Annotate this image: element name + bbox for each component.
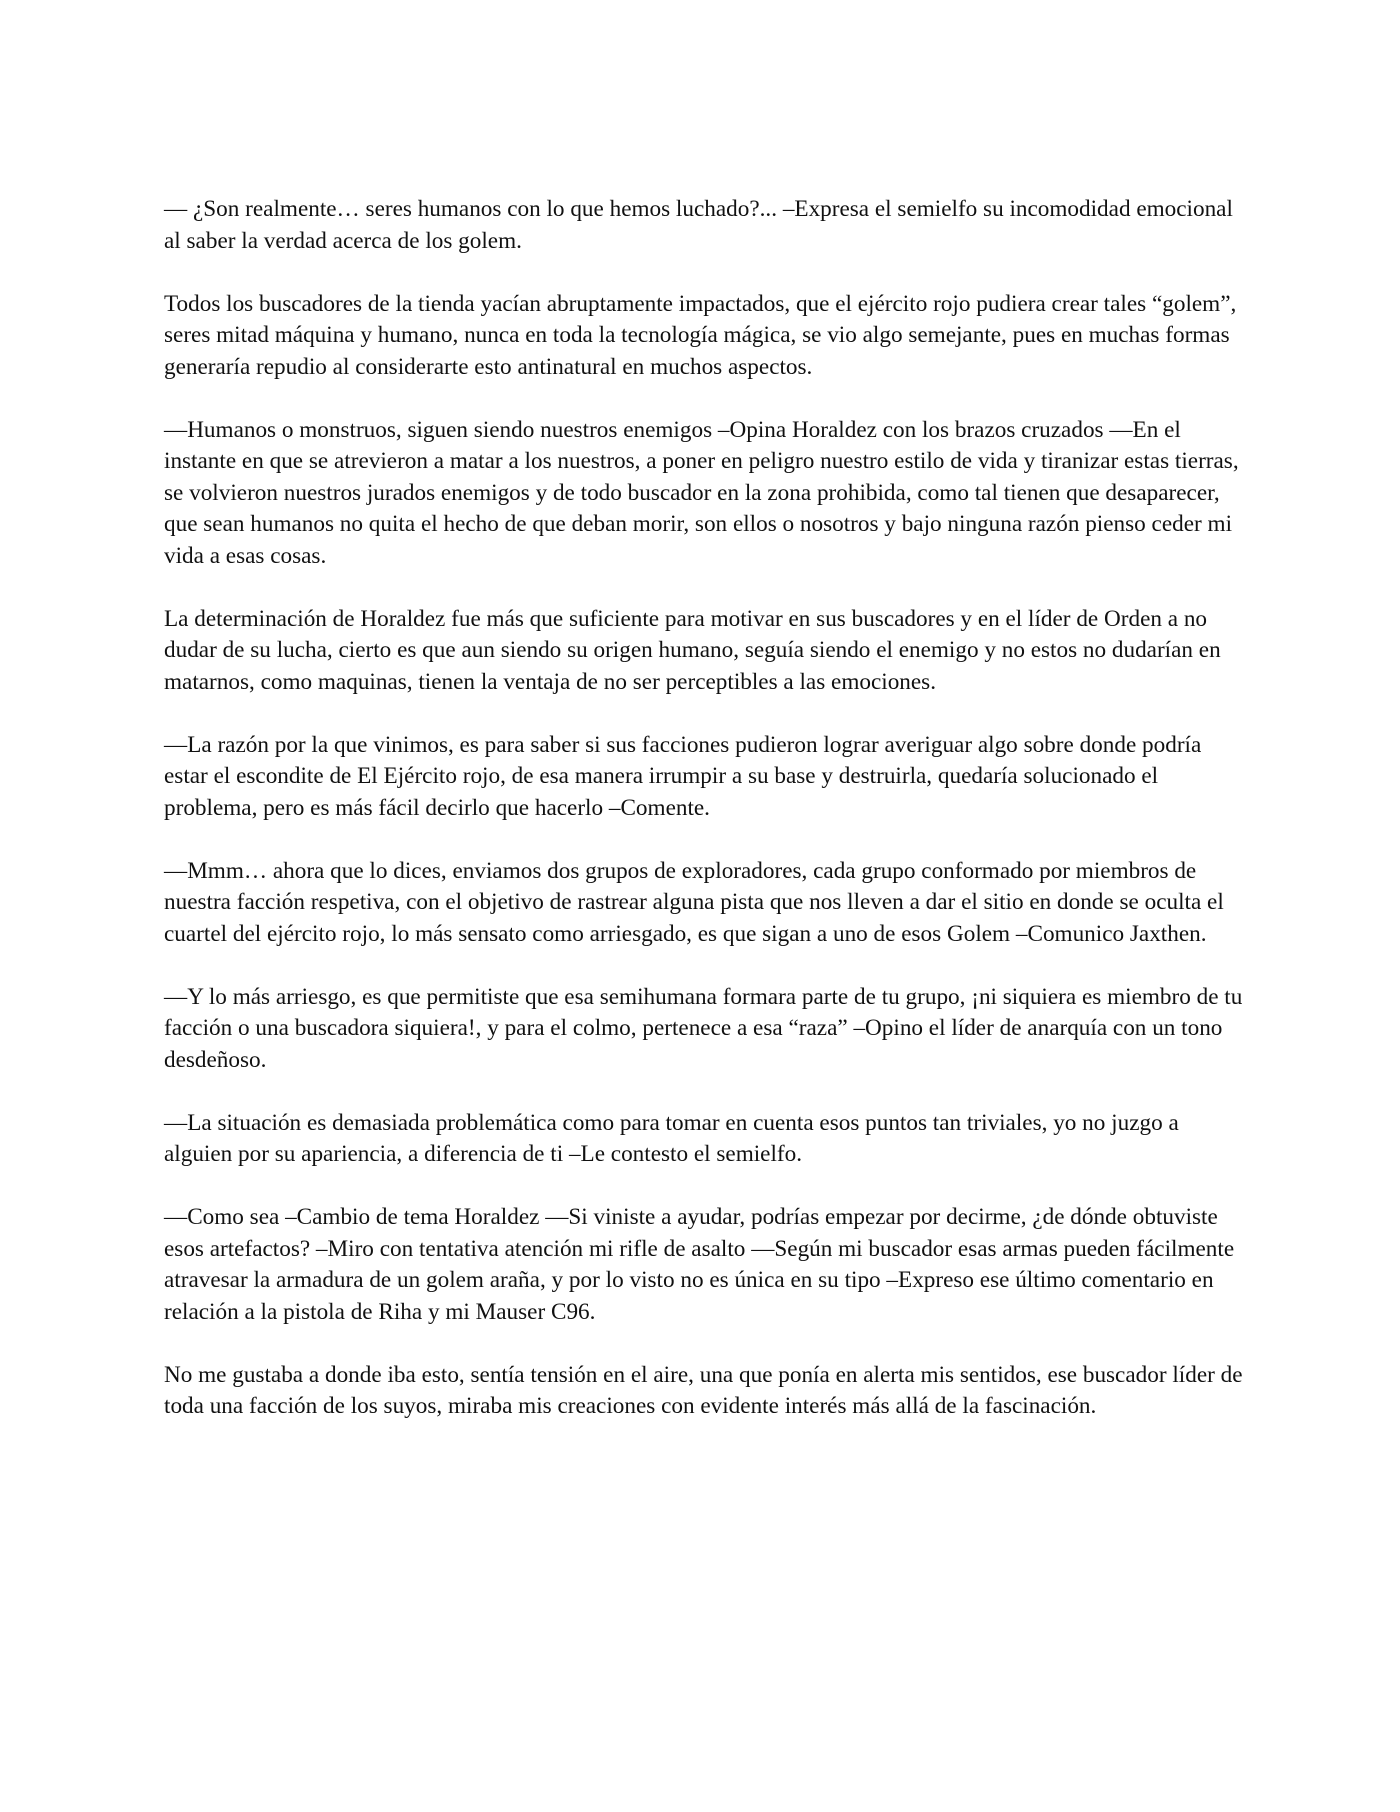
paragraph-8: —La situación es demasiada problemática como para tomar en cuenta esos puntos tan triviales, yo no juzgo a alguien por su apariencia, a diferencia de ti –Le contesto el semielfo. (164, 1109, 1179, 1167)
paragraph-10: No me gustaba a donde iba esto, sentía tensión en el aire, una que ponía en alerta mis sentidos, ese buscador líder de toda una facción de los suyos, miraba mis creaciones con evidente interés más allá de la fascinación. (164, 1361, 1243, 1419)
paragraph-9: —Como sea –Cambio de tema Horaldez —Si viniste a ayudar, podrías empezar por decirme, ¿de dónde obtuviste esos artefactos? –Miro con tentativa atención mi rifle de asalto —Según mi buscador esas armas pueden fácilmente atravesar la armadura de un golem araña, y por lo visto no es única en su tipo –Expreso ese último comentario en relación a la pistola de Riha y mi Mauser C96. (164, 1204, 1235, 1325)
document-body (164, 194, 1244, 1454)
paragraph-4: La determinación de Horaldez fue más que suficiente para motivar en sus buscadores y en el líder de Orden a no dudar de su lucha, cierto es que aun siendo su origen humano, seguía siendo el enemigo y no estos no dudarían en matarnos, como maquinas, tienen la ventaja de no ser perceptibles a las emociones. (164, 605, 1221, 695)
paragraph-5: —La razón por la que vinimos, es para saber si sus facciones pudieron lograr averiguar algo sobre donde podría estar el escondite de El Ejército rojo, de esa manera irrumpir a su base y destruirla, quedaría solucionado el problema, pero es más fácil decirlo que hacerlo –Comente. (164, 731, 1202, 821)
paragraph-3: —Humanos o monstruos, siguen siendo nuestros enemigos –Opina Horaldez con los brazos cruzados —En el instante en que se atrevieron a matar a los nuestros, a poner en peligro nuestro estilo de vida y tiranizar estas tierras, se volvieron nuestros jurados enemigos y de todo buscador en la zona prohibida, como tal tienen que desaparecer, que sean humanos no quita el hecho de que deban morir, son ellos o nosotros y bajo ninguna razón pienso ceder mi vida a esas cosas. (164, 416, 1239, 569)
paragraph-6: —Mmm… ahora que lo dices, enviamos dos grupos de exploradores, cada grupo conformado por miembros de nuestra facción respetiva, con el objetivo de rastrear alguna pista que nos lleven a dar el sitio en donde se oculta el cuartel del ejército rojo, lo más sensato como arriesgado, es que sigan a uno de esos Golem –Comunico Jaxthen. (164, 857, 1224, 947)
paragraph-1: — ¿Son realmente… seres humanos con lo que hemos luchado?... –Expresa el semielfo su incomodidad emocional al saber la verdad acerca de los golem. (164, 196, 1233, 254)
paragraph-7: —Y lo más arriesgo, es que permitiste que esa semihumana formara parte de tu grupo, ¡ni siquiera es miembro de tu facción o una buscadora siquiera!, y para el colmo, pertenece a esa “raza” –Opino el líder de anarquía con un tono desdeñoso. (164, 983, 1243, 1073)
paragraph-2: Todos los buscadores de la tienda yacían abruptamente impactados, que el ejército rojo pudiera crear tales “golem”, seres mitad máquina y humano, nunca en toda la tecnología mágica, se vio algo semejante, pues en muchas formas generaría repudio al considerarte esto antinatural en muchos aspectos. (164, 290, 1237, 380)
